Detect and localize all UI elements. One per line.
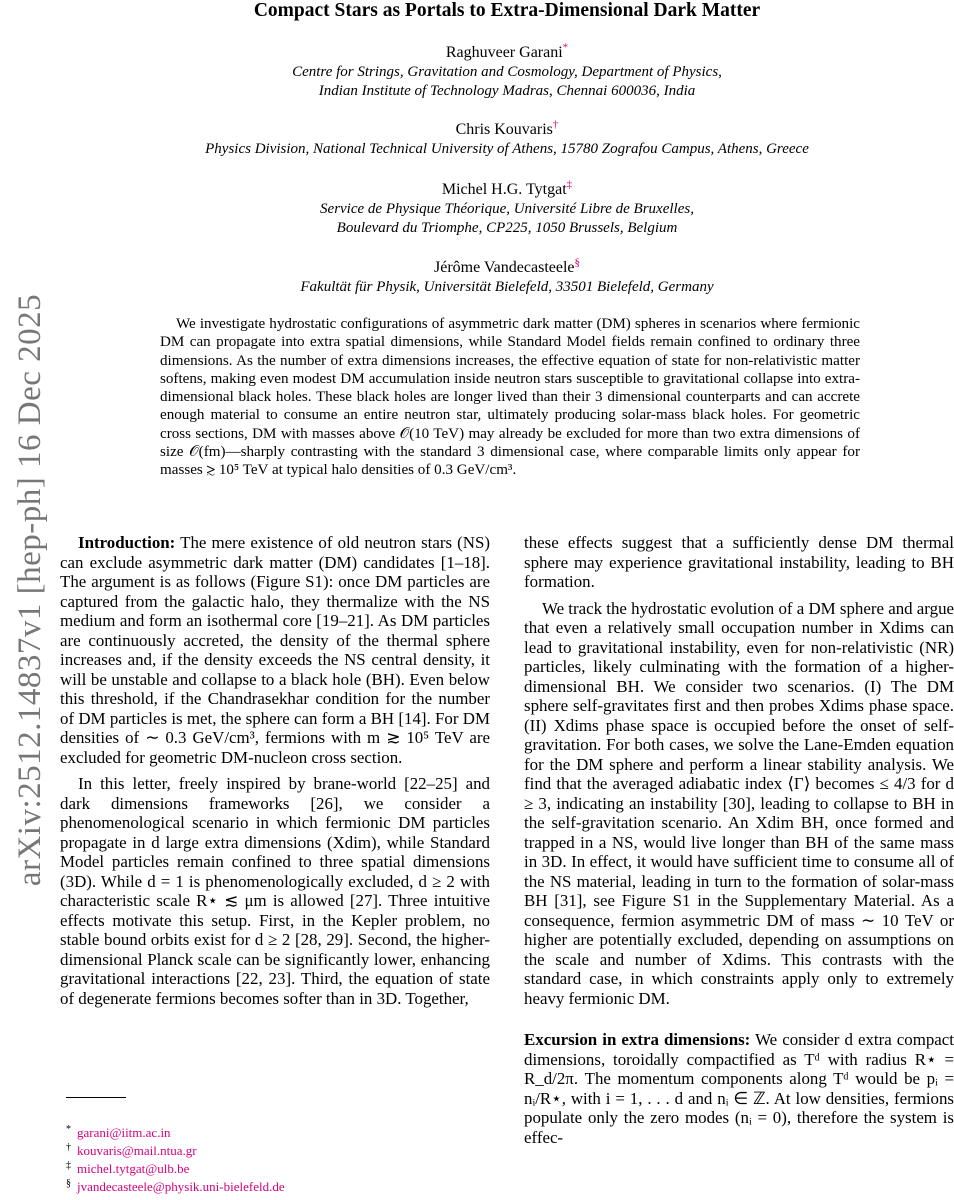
- right-column: [524, 533, 954, 1147]
- arxiv-identifier: arXiv:2512.14837v1 [hep-ph] 16 Dec 2025: [12, 293, 48, 887]
- affiliation-line: Indian Institute of Technology Madras, Chennai 600036, India: [318, 83, 696, 99]
- paragraph: We track the hydrostatic evolution of a DM sphere and argue that even a relatively small occupation number in Xdims can lead to gravitational instability, even for non-relativistic (NR) particles, likely culminating with the formation of a higher-dimensional BH. We consider two scenarios. (I) The DM sphere self-gravitates first and then probes Xdims phase space. (II) Xdims phase space is occupied before the onset of self-gravitation. For both cases, we solve the Lane-Emden equation for the DM sphere and perform a linear stability analysis. We find that the averaged adiabatic index ⟨Γ⟩ becomes ≤ 4/3 for d ≥ 3, indicating an instability [30], leading to collapse to BH in the self-gravitation scenario. An Xdim BH, once formed and trapped in a NS, would live longer than BH of the same mass in 3D. In effect, it would have sufficient time to consume all of the NS material, leading in turn to the formation of solar-mass BH [31], see Figure S1 in the Supplementary Material. As a consequence, fermion asymmetric DM of mass ∼ 10 TeV or higher are potentially excluded, depending on assumptions on the scale and number of Xdims. This contrasts with the standard case, in which constraints apply only to extremely heavy fermionic DM.: [524, 598, 954, 1008]
- email-link[interactable]: michel.tytgat@ulb.be: [77, 1161, 190, 1176]
- introduction-text: The mere existence of old neutron stars (NS) can exclude asymmetric dark matter (DM) candidates [1–18]. The argument is as follows (Figure S1): once DM particles are captured from the galactic halo, they thermalize with the NS medium and form an isothermal core [19–21]. As DM particles are continuously accreted, the density of the thermal sphere increases and, if the density exceeds the NS central density, it will be unstable and collapse to a black hole (BH). Even below this threshold, if the Chandrasekhar condition for the number of DM particles is met, the sphere can form a BH [14]. For DM densities of ∼ 0.3 GeV/cm³, fermions with m ≳ 10⁵ TeV are excluded for geometric DM-nucleon cross section.: [60, 533, 491, 767]
- author-name: Raghuveer Garani: [445, 44, 563, 61]
- author-name: Chris Kouvaris: [455, 121, 553, 138]
- affiliation-line: Fakultät für Physik, Universität Bielefeld, 33501 Bielefeld, Germany: [300, 279, 714, 295]
- paper-title: Compact Stars as Portals to Extra-Dimensional Dark Matter: [253, 0, 761, 21]
- email-link[interactable]: kouvaris@mail.ntua.gr: [77, 1143, 197, 1158]
- author-footnote-mark[interactable]: *: [562, 41, 569, 54]
- section-heading-extra-dimensions: Excursion in extra dimensions:: [524, 1030, 751, 1049]
- paragraph-continued: these effects suggest that a sufficiently dense DM thermal sphere may experience gravitational instability, leading to BH formation.: [524, 533, 954, 591]
- author-footnote-mark[interactable]: †: [552, 118, 559, 131]
- author-name: Jérôme Vandecasteele: [433, 259, 575, 276]
- author-footnote-mark[interactable]: ‡: [566, 178, 573, 191]
- affiliation-line: Physics Division, National Technical University of Athens, 15780 Zografou Campus, Athens, Greece: [205, 141, 809, 157]
- footnotes: [66, 1124, 486, 1196]
- footnote: * garani@iitm.ac.in: [66, 1123, 171, 1140]
- author-4: [60, 258, 954, 297]
- author-2: [60, 120, 954, 159]
- abstract: We investigate hydrostatic configurations of asymmetric dark matter (DM) spheres in scenarios where fermionic DM can propagate into extra spatial dimensions, while Standard Model fields remain confined to ordinary three dimensions. As the number of extra dimensions increases, the effective equation of state for non-relativistic matter softens, making even modest DM accumulation inside neutron stars susceptible to gravitational collapse into extra-dimensional black holes. These black holes are longer lived than their 3 dimensional counterparts and can accrete enough material to consume an entire neutron star, ultimately producing solar-mass black holes. For geometric cross sections, DM with masses above 𝒪(10 TeV) may already be excluded for more than two extra dimensions of size 𝒪(fm)—sharply contrasting with the standard 3 dimensional case, where comparable limits only appear for masses ≳ 10⁵ TeV at typical halo densities of 0.3 GeV/cm³.: [160, 316, 860, 479]
- author-1: [60, 43, 954, 101]
- affiliation-line: Centre for Strings, Gravitation and Cosmology, Department of Physics,: [292, 64, 722, 80]
- section-heading-introduction: Introduction:: [78, 533, 176, 552]
- author-footnote-mark[interactable]: §: [574, 256, 581, 269]
- left-column: [60, 533, 490, 1008]
- affiliation-line: Service de Physique Théorique, Université Libre de Bruxelles,: [320, 201, 694, 217]
- extra-dimensions-text: We consider d extra compact dimensions, toroidally compactified as Tᵈ with radius R⋆ = R_d/2π. The momentum components along Tᵈ would be pᵢ = nᵢ/R⋆, with i = 1, . . . d and nᵢ ∈ ℤ. At low densities, fermions populate only the zero modes (nᵢ = 0), therefore the system is effec-: [524, 1030, 954, 1147]
- footnote: ‡ michel.tytgat@ulb.be: [66, 1159, 190, 1176]
- author-3: [60, 180, 954, 238]
- footnote: † kouvaris@mail.ntua.gr: [66, 1141, 197, 1158]
- footnote-divider: [66, 1097, 126, 1098]
- affiliation-line: Boulevard du Triomphe, CP225, 1050 Brussels, Belgium: [336, 220, 678, 236]
- author-name: Michel H.G. Tytgat: [441, 181, 567, 198]
- email-link[interactable]: jvandecasteele@physik.uni-bielefeld.de: [77, 1179, 285, 1194]
- email-link[interactable]: garani@iitm.ac.in: [77, 1125, 171, 1140]
- paragraph: In this letter, freely inspired by brane-world [22–25] and dark dimensions frameworks [26], we consider a phenomenological scenario in which fermionic DM particles propagate in d large extra dimensions (Xdim), while Standard Model particles remain confined to three spatial dimensions (3D). While d = 1 is phenomenologically excluded, d ≥ 2 with characteristic scale R⋆ ≲ μm is allowed [27]. Three intuitive effects motivate this setup. First, in the Kepler problem, no stable bound orbits exist for d ≥ 2 [28, 29]. Second, the higher-dimensional Planck scale can be significantly lower, enhancing gravitational interactions [22, 23]. Third, the equation of state of degenerate fermions becomes softer than in 3D. Together,: [60, 774, 490, 1008]
- footnote: § jvandecasteele@physik.uni-bielefeld.de: [66, 1177, 285, 1194]
